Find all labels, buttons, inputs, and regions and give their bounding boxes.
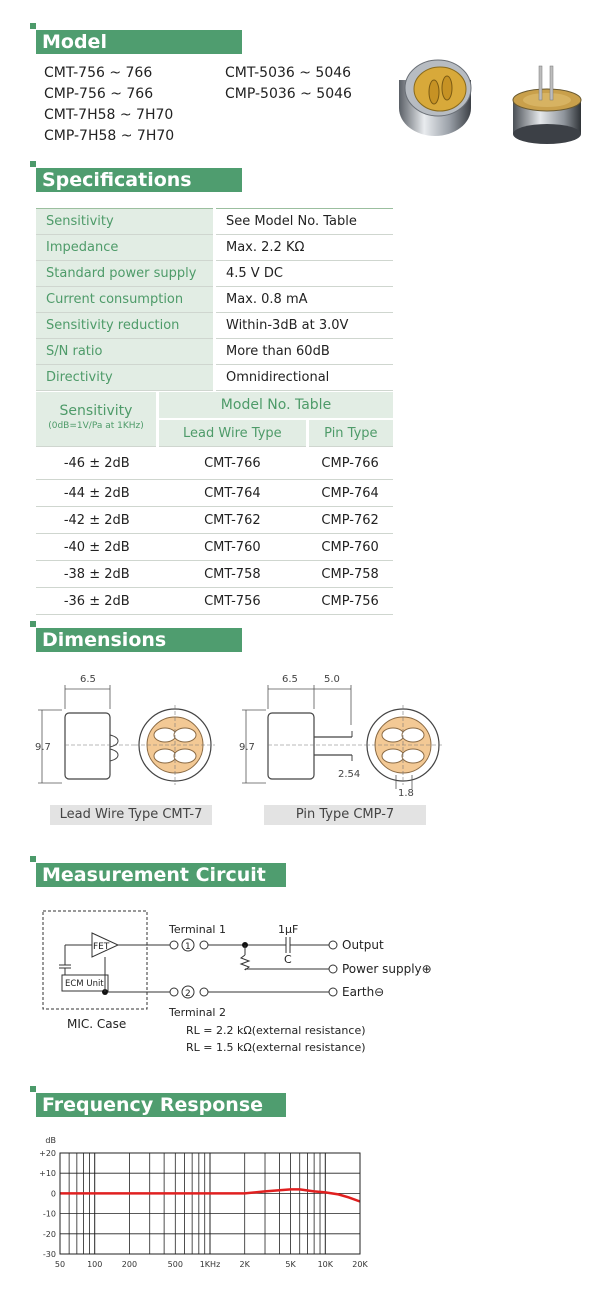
pin-model-cell: CMP-762 xyxy=(307,507,393,534)
x-tick-label: 1KHz xyxy=(199,1260,221,1269)
spec-key: Sensitivity reduction xyxy=(36,313,215,339)
model-table-header xyxy=(36,392,393,419)
specs-section-title: Specifications xyxy=(36,168,242,192)
capacitor-label: C xyxy=(284,953,292,966)
lead-type-caption: Lead Wire Type CMT-7 xyxy=(50,805,212,825)
dimension-drawing-pin xyxy=(236,665,446,800)
model-table-row xyxy=(36,480,393,507)
microphone-photo-pins xyxy=(505,62,597,152)
x-tick-label: 100 xyxy=(87,1260,103,1269)
y-axis-label: dB xyxy=(45,1136,56,1145)
lead-model-cell: CMT-762 xyxy=(158,507,308,534)
pin-type-caption: Pin Type CMP-7 xyxy=(264,805,426,825)
model-table-row xyxy=(36,588,393,615)
spec-row xyxy=(36,313,393,339)
circuit-section-title: Measurement Circuit xyxy=(36,863,286,887)
sensitivity-cell: -44 ± 2dB xyxy=(36,480,158,507)
fet-label: FET xyxy=(93,942,110,952)
spec-row xyxy=(36,209,393,235)
model-table-row xyxy=(36,447,393,480)
spec-key: Impedance xyxy=(36,235,215,261)
spec-value: Max. 2.2 KΩ xyxy=(215,235,394,261)
x-tick-label: 200 xyxy=(121,1260,138,1269)
lead-model-cell: CMT-764 xyxy=(158,480,308,507)
sensitivity-header-sub: (0dB=1V/Pa at 1KHz) xyxy=(48,421,144,431)
frequency-response-chart xyxy=(0,1130,380,1280)
model-item: CMT-756 ~ 766 xyxy=(44,65,153,81)
y-tick-label: -30 xyxy=(42,1250,56,1259)
model-table-row xyxy=(36,507,393,534)
spec-value: 4.5 V DC xyxy=(215,261,394,287)
sensitivity-cell: -42 ± 2dB xyxy=(36,507,158,534)
model-table-row xyxy=(36,534,393,561)
spec-key: Current consumption xyxy=(36,287,215,313)
pin-type-header: Pin Type xyxy=(307,419,393,447)
spec-value: Omnidirectional xyxy=(215,365,394,391)
dimensions-section-marker xyxy=(30,621,36,627)
dimension-drawing-lead xyxy=(30,665,220,795)
sensitivity-header-label: Sensitivity xyxy=(59,403,133,419)
y-tick-label: +10 xyxy=(39,1169,56,1179)
x-tick-label: 50 xyxy=(54,1260,66,1269)
lead-width-label: 6.5 xyxy=(80,674,96,685)
x-tick-label: 500 xyxy=(167,1260,183,1269)
spec-value: Max. 0.8 mA xyxy=(215,287,394,313)
model-list-left xyxy=(44,63,174,147)
spec-key: Directivity xyxy=(36,365,215,391)
lead-wire-type-header: Lead Wire Type xyxy=(158,419,308,447)
lead-model-cell: CMT-760 xyxy=(158,534,308,561)
model-list-right xyxy=(225,63,352,105)
output-label: Output xyxy=(342,938,384,952)
lead-height-label: 9.7 xyxy=(35,742,51,753)
ecm-unit-label: ECM Unit xyxy=(65,979,104,989)
terminal-1-number: 1 xyxy=(185,942,191,952)
dimensions-section-title: Dimensions xyxy=(36,628,242,652)
spec-value: More than 60dB xyxy=(215,339,394,365)
sensitivity-cell: -40 ± 2dB xyxy=(36,534,158,561)
lead-model-cell: CMT-756 xyxy=(158,588,308,615)
spec-row xyxy=(36,365,393,391)
x-tick-label: 20K xyxy=(352,1260,368,1269)
pin-model-cell: CMP-764 xyxy=(307,480,393,507)
terminal-2-label: Terminal 2 xyxy=(169,1006,226,1019)
power-supply-label: Power supply⊕ xyxy=(342,962,432,976)
model-table-row xyxy=(36,561,393,588)
rl-note-1: RL = 2.2 kΩ(external resistance) xyxy=(186,1024,366,1037)
lead-model-cell: CMT-758 xyxy=(158,561,308,588)
spec-key: S/N ratio xyxy=(36,339,215,365)
pin-width-label: 6.5 xyxy=(282,674,298,685)
sensitivity-cell: -46 ± 2dB xyxy=(36,447,158,480)
y-tick-label: -20 xyxy=(42,1229,56,1239)
spec-row xyxy=(36,235,393,261)
specs-section-marker xyxy=(30,161,36,167)
spec-table xyxy=(36,208,393,391)
model-table-title: Model No. Table xyxy=(158,392,394,419)
measurement-circuit-diagram xyxy=(30,905,450,1060)
x-tick-label: 5K xyxy=(285,1260,296,1269)
capacitor-value-label: 1μF xyxy=(278,923,299,936)
model-item: CMP-7H58 ~ 7H70 xyxy=(44,128,175,144)
y-tick-label: 0 xyxy=(50,1189,56,1199)
rl-note-2: RL = 1.5 kΩ(external resistance) xyxy=(186,1041,366,1054)
spec-row xyxy=(36,339,393,365)
model-number-table xyxy=(36,392,393,615)
y-tick-label: -10 xyxy=(42,1209,56,1219)
x-tick-label: 2K xyxy=(239,1260,250,1269)
x-tick-label: 10K xyxy=(317,1260,334,1269)
sensitivity-header xyxy=(36,392,158,447)
microphone-photo-front xyxy=(390,50,485,145)
model-item: CMT-5036 ~ 5046 xyxy=(225,65,352,81)
model-item: CMP-5036 ~ 5046 xyxy=(225,86,352,102)
y-tick-label: +20 xyxy=(39,1149,56,1158)
circuit-section-marker xyxy=(30,856,36,862)
frequency-section-marker xyxy=(30,1086,36,1092)
terminal-1-label: Terminal 1 xyxy=(169,923,226,936)
earth-label: Earth⊖ xyxy=(342,985,385,999)
spec-row xyxy=(36,287,393,313)
pin-model-cell: CMP-758 xyxy=(307,561,393,588)
pin-pitch-label: 2.54 xyxy=(338,769,361,780)
mic-case-label: MIC. Case xyxy=(67,1017,127,1031)
spec-key: Standard power supply xyxy=(36,261,215,287)
pin-height-label: 9.7 xyxy=(239,742,255,753)
model-section-title: Model xyxy=(36,30,242,54)
spec-row xyxy=(36,261,393,287)
model-item: CMT-7H58 ~ 7H70 xyxy=(44,107,174,123)
frequency-section-title: Frequency Response xyxy=(36,1093,286,1117)
pin-model-cell: CMP-760 xyxy=(307,534,393,561)
model-section-marker xyxy=(30,23,36,29)
model-item: CMP-756 ~ 766 xyxy=(44,86,154,102)
pin-model-cell: CMP-756 xyxy=(307,588,393,615)
spec-value: See Model No. Table xyxy=(215,209,394,235)
terminal-2-number: 2 xyxy=(185,989,191,999)
spec-value: Within-3dB at 3.0V xyxy=(215,313,394,339)
sensitivity-cell: -38 ± 2dB xyxy=(36,561,158,588)
sensitivity-cell: -36 ± 2dB xyxy=(36,588,158,615)
spec-key: Sensitivity xyxy=(36,209,215,235)
lead-model-cell: CMT-766 xyxy=(158,447,308,480)
pin-model-cell: CMP-766 xyxy=(307,447,393,480)
pin-diameter-label: 1.8 xyxy=(398,788,414,799)
pin-length-label: 5.0 xyxy=(324,674,340,685)
